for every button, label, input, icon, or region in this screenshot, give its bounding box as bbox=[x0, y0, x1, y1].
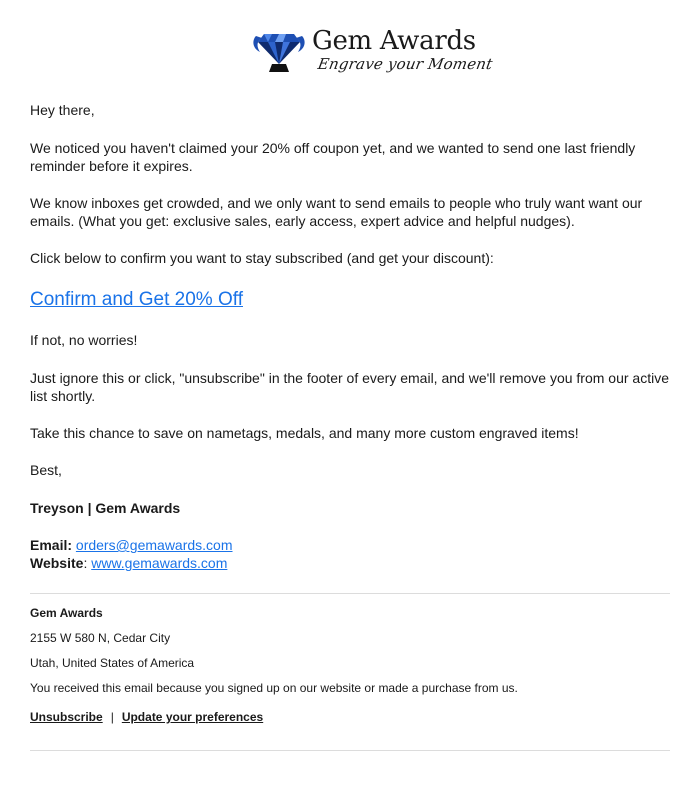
signature-text: Treyson | Gem Awards bbox=[30, 500, 181, 516]
promo-paragraph: Take this chance to save on nametags, medals, and many more custom engraved items! bbox=[30, 425, 579, 441]
unsubscribe-info-paragraph: Just ignore this or click, "unsubscribe" in the footer of every email, and we'll remove you from our active list shortly. bbox=[30, 370, 670, 404]
coupon-reminder-paragraph: We noticed you haven't claimed your 20% off coupon yet, and we wanted to send one last friendly reminder before it expires. bbox=[30, 140, 636, 174]
diamond-gem-icon bbox=[250, 26, 308, 72]
website-link[interactable]: www.gemawards.com bbox=[91, 555, 228, 571]
brand-tagline: Engrave your Moment bbox=[316, 55, 495, 73]
unsubscribe-link[interactable]: Unsubscribe bbox=[30, 710, 103, 724]
website-label: Website bbox=[30, 555, 84, 571]
footer-address-line1: 2155 W 580 N, Cedar City bbox=[30, 631, 171, 645]
confirm-instruction-paragraph: Click below to confirm you want to stay subscribed (and get your discount): bbox=[30, 250, 494, 266]
signoff-text: Best, bbox=[30, 462, 62, 478]
footer-address-line2: Utah, United States of America bbox=[30, 656, 195, 670]
greeting-text: Hey there, bbox=[30, 102, 95, 118]
website-colon: : bbox=[83, 555, 88, 571]
footer-link-separator: | bbox=[110, 710, 114, 724]
footer-divider-bottom bbox=[30, 750, 670, 751]
email-label: Email: bbox=[30, 537, 73, 553]
confirm-discount-link[interactable]: Confirm and Get 20% Off bbox=[30, 289, 243, 310]
footer-links bbox=[30, 710, 263, 725]
footer-company-name: Gem Awards bbox=[30, 606, 103, 620]
brand-name: Gem Awards bbox=[312, 26, 476, 56]
contact-block bbox=[30, 537, 670, 573]
footer-reason-text: You received this email because you signed up on our website or made a purchase from us. bbox=[30, 681, 518, 695]
inbox-paragraph: We know inboxes get crowded, and we only want to send emails to people who truly want want our emails. (What you get: exclusive sales, early access, expert advice and helpful nudges). bbox=[30, 195, 643, 229]
email-header bbox=[0, 22, 700, 78]
update-preferences-link[interactable]: Update your preferences bbox=[121, 710, 264, 724]
footer-divider-top bbox=[30, 593, 670, 594]
email-address-link[interactable]: orders@gemawards.com bbox=[75, 537, 233, 553]
brand-logo[interactable] bbox=[250, 26, 495, 78]
no-worries-text: If not, no worries! bbox=[30, 332, 138, 348]
